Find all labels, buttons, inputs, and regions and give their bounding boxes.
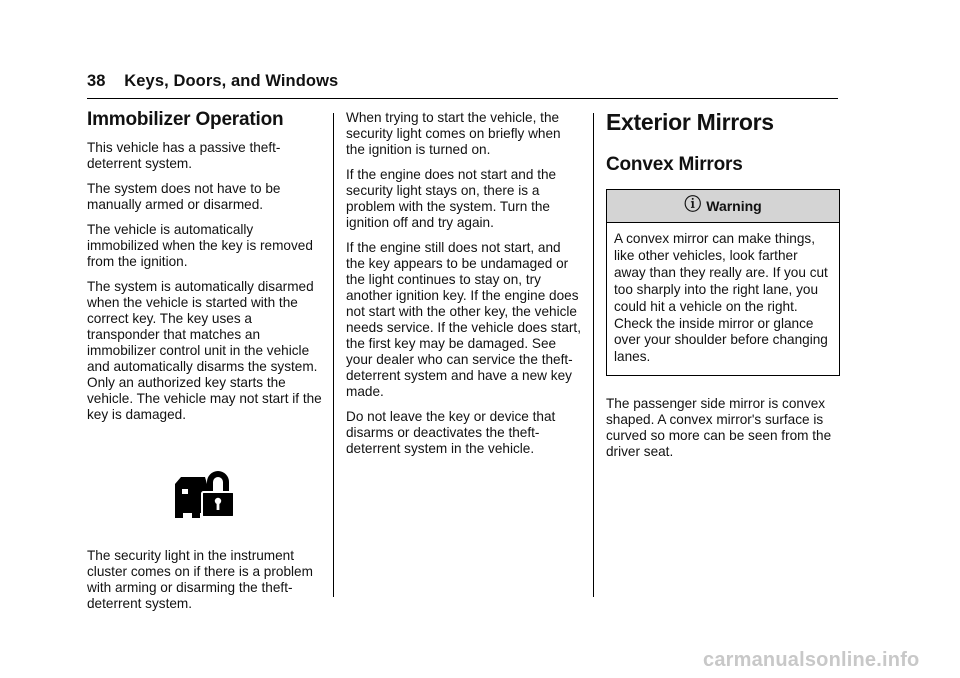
warning-symbol-icon: ⓘ [684,195,702,214]
warning-text: A convex mirror can make things, like other vehicles, look farther away than they really are. If you cut too sharply into the right lane, you could hit a vehicle on the right. Check the inside mirror or glance over your shoulder before changing lanes. [614,231,828,365]
section-title: Keys, Doors, and Windows [124,72,339,90]
paragraph: The vehicle is automatically immobilized when the key is removed from the ignition. [87,222,313,269]
paragraph: If the engine still does not start, and the key appears to be undamaged or the light continues to stay on, try another ignition key. If the engine does not start with the other key, the vehicle needs service. If the vehicle does start, the first key may be damaged. See your dealer who can service the theft-deterrent system and have a new key made. [346,240,581,399]
immobilizer-heading: Immobilizer Operation [87,109,284,130]
page-header [87,72,338,91]
exterior-mirrors-heading: Exterior Mirrors [606,109,774,135]
page-number: 38 [87,72,106,90]
convex-mirrors-heading: Convex Mirrors [606,154,743,175]
paragraph: Do not leave the key or device that disarms or deactivates the theft-deterrent system in the vehicle. [346,409,556,456]
icon-area [87,432,325,542]
paragraph: The passenger side mirror is convex shaped. A convex mirror's surface is curved so more can be seen from the driver seat. [606,396,832,460]
paragraph: This vehicle has a passive theft-deterrent system. [87,140,281,171]
security-light-car-lock-icon [173,468,235,520]
paragraph: The system is automatically disarmed when the vehicle is started with the correct key. The key uses a transponder that matches an immobilizer control unit in the vehicle and automatically disarms the system. Only an authorized key starts the vehicle. The vehicle may not start if the key is damaged. [87,279,322,422]
column-divider-2 [593,113,594,597]
column-2 [346,110,582,466]
paragraph: When trying to start the vehicle, the security light comes on briefly when the ignition is turned on. [346,110,561,157]
paragraph: The security light in the instrument cluster comes on if there is a problem with arming or disarming the theft-deterrent system. [87,548,313,611]
header-rule [87,98,838,99]
warning-label: Warning [706,198,762,214]
warning-box [606,189,840,376]
column-1 [87,109,325,621]
column-3 [606,109,840,469]
column-divider-1 [333,113,334,597]
paragraph: The system does not have to be manually armed or disarmed. [87,181,281,212]
paragraph: If the engine does not start and the security light stays on, there is a problem with the system. Turn the ignition off and try again. [346,167,557,230]
watermark: carmanualsonline.info [703,649,920,671]
warning-header [607,190,839,223]
